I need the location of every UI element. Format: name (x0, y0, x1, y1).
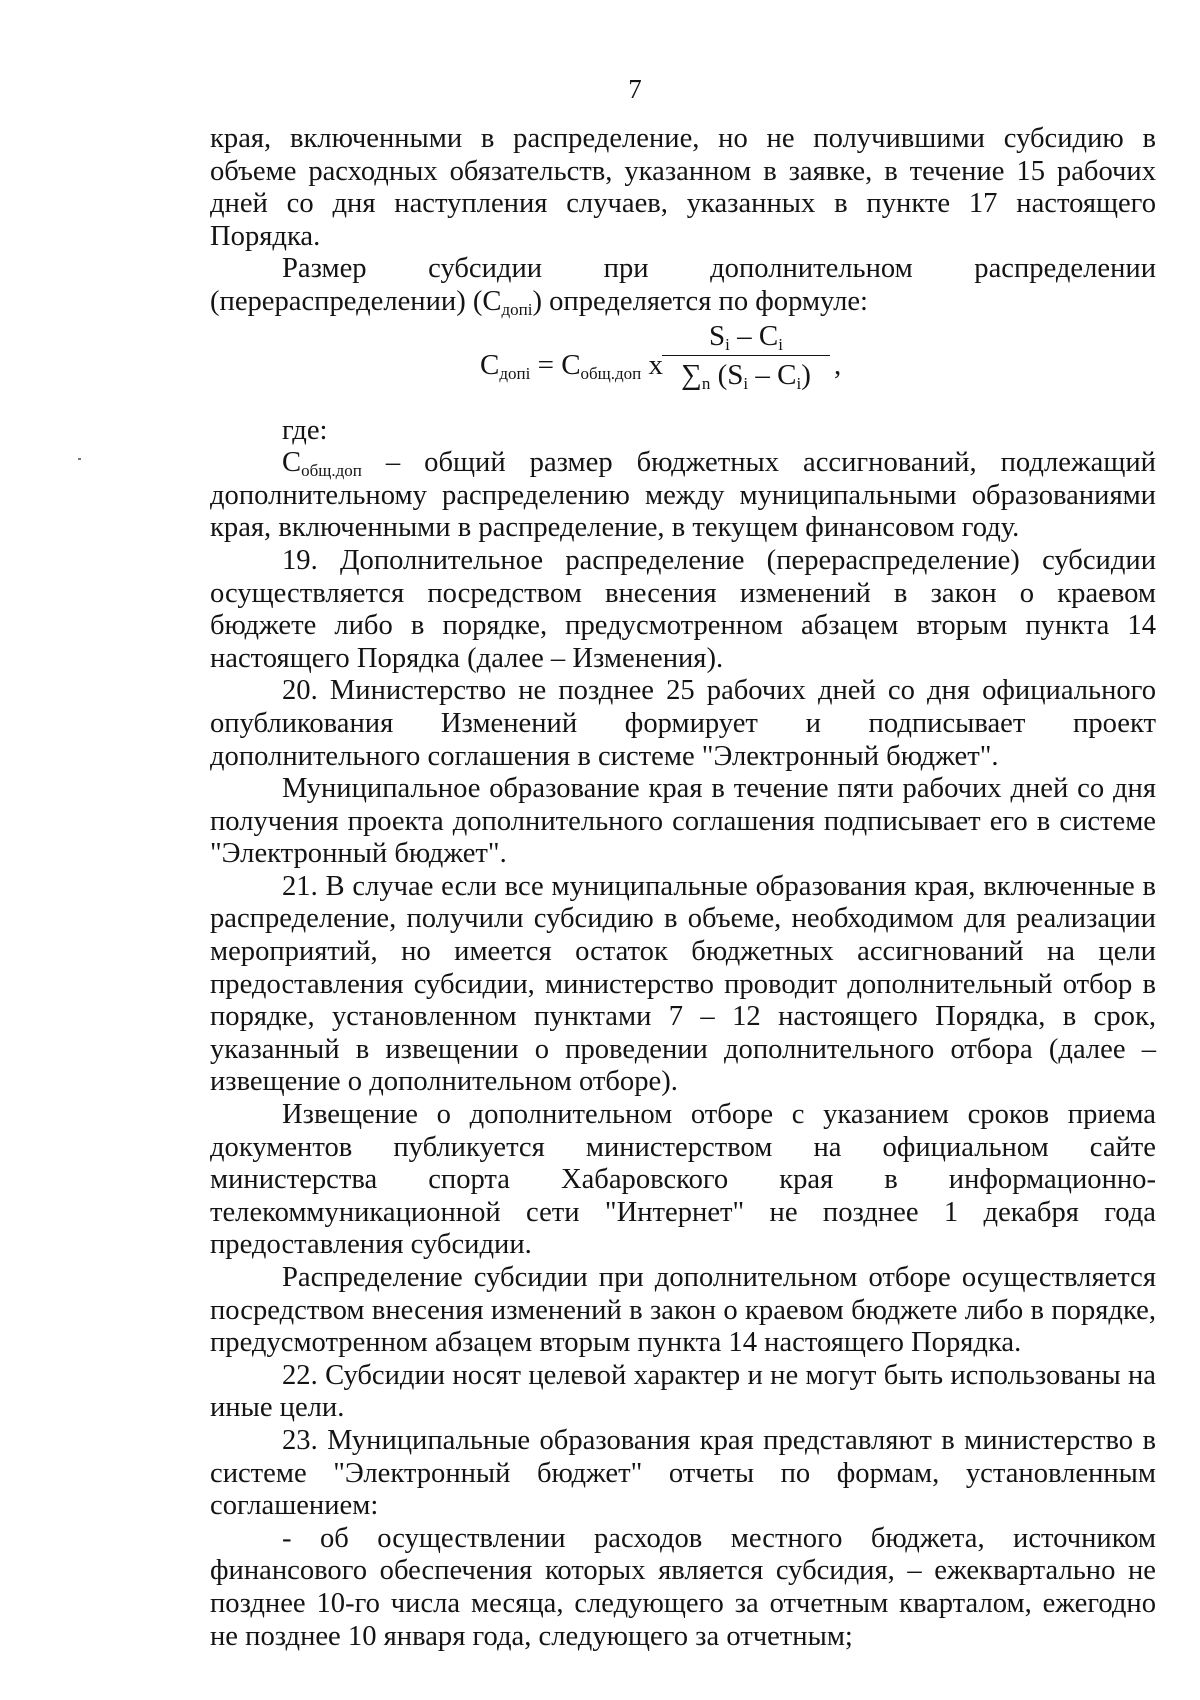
formula-num-minus-c: – C (729, 319, 779, 352)
formula-sub-total: общ.доп (580, 363, 642, 383)
paragraph-continuation: края, включенными в распределение, но не получившими субсидию в объеме расходных обязательств, указанном в заявке, в течение 15 рабочих дней со дня наступления случаев, указанных в пункте 17 настоящего Порядка. (210, 123, 1156, 252)
paragraph-22: 22. Субсидии носят целевой характер и не могут быть использованы на иные цели. (210, 1359, 1156, 1424)
formula-sum-sign: ∑ (681, 358, 702, 391)
formula-equals: = (530, 348, 562, 381)
paragraph-20: 20. Министерство не позднее 25 рабочих дней со дня официального опубликования Изменений формирует и подписывает проект дополнительного соглашения в системе "Электронный бюджет". (210, 675, 1156, 772)
formula-sub-dopi: допi (499, 363, 531, 383)
formula-symbol-c: С (480, 348, 500, 381)
formula-num-s: S (709, 319, 726, 352)
paragraph-23: 23. Муниципальные образования края представляют в министерство в системе "Электронный бюджет" отчеты по формам, установленным соглашением: (210, 1424, 1156, 1522)
paragraph-subsidy-size-text: Размер субсидии при дополнительном распределении (перераспределении) (С (210, 253, 1156, 317)
paragraph-where: где: (282, 414, 328, 446)
definition-subscript: общ.доп (301, 461, 362, 481)
formula-comma: , (834, 348, 842, 381)
scan-speck (78, 458, 81, 460)
document-body (210, 123, 1156, 1653)
formula-den-open-s: (S (710, 358, 744, 391)
fraction-bar (662, 355, 830, 356)
formula-den-minus-c: – C (748, 358, 797, 391)
formula-symbol-c-total: С (561, 348, 581, 381)
paragraph-subsidy-size (210, 253, 1156, 318)
formula-den-sub-i2: i (796, 373, 802, 393)
formula-fraction (662, 319, 830, 392)
subscript-dopi: допi (501, 299, 533, 319)
page-number: 7 (628, 74, 642, 104)
formula-lhs (480, 349, 663, 382)
formula (210, 319, 1156, 415)
paragraph-21-distribution: Распределение субсидии при дополнительном отборе осуществляется посредством внесения изменений в закон о краевом бюджете либо в порядке, предусмотренном абзацем вторым пункта 14 настоящего Порядка. (210, 1262, 1156, 1359)
paragraph-subsidy-size-tail: ) определяется по формуле: (532, 285, 868, 317)
paragraph-19: 19. Дополнительное распределение (перераспределение) субсидии осуществляется посредством внесения изменений в закон о краевом бюджете либо в порядке, предусмотренном абзацем вторым пункта 14 настоящего Порядка (далее – Изменения). (210, 544, 1156, 674)
paragraph-21-notice: Извещение о дополнительном отборе с указанием сроков приема документов публикуется министерством на официальном сайте министерства спорта Хабаровского края в информационно-телекоммуникационной сети "Интернет" не позднее 1 декабря года предоставления субсидии. (210, 1099, 1156, 1261)
formula-sum-sub-n: n (701, 373, 711, 393)
paragraph-definition (210, 447, 1156, 545)
definition-text: – общий размер бюджетных ассигнований, подлежащий дополнительному распределению между муниципальными образованиями края, включенными в распределение, в текущем финансовом году. (210, 447, 1156, 544)
formula-num-sub-i: i (725, 334, 730, 354)
formula-times: х (641, 348, 664, 381)
formula-numerator (662, 319, 830, 353)
formula-den-close: ) (801, 358, 811, 391)
formula-denominator (662, 358, 830, 392)
paragraph-21: 21. В случае если все муниципальные образования края, включенные в распределение, получили субсидию в объеме, необходимом для реализации мероприятий, но имеется остаток бюджетных ассигнований на цели предоставления субсидии, министерство проводит дополнительный отбор в порядке, установленном пунктами 7 – 12 настоящего Порядка, в срок, указанный в извещении о проведении дополнительного отбора (далее – извещение о дополнительном отборе). (210, 870, 1156, 1098)
paragraph-20-cont: Муниципальное образование края в течение пяти рабочих дней со дня получения проекта дополнительного соглашения подписывает его в системе "Электронный бюджет". (210, 773, 1156, 870)
paragraph-23-item: - об осуществлении расходов местного бюджета, источником финансового обеспечения которых является субсидия, – ежеквартально не позднее 10-го числа месяца, следующего за отчетным кварталом, ежегодно не позднее 10 января года, следующего за отчетным; (210, 1522, 1156, 1652)
formula-num-sub-i2: i (778, 334, 783, 354)
definition-symbol: С (282, 447, 302, 479)
formula-den-sub-i: i (743, 373, 749, 393)
